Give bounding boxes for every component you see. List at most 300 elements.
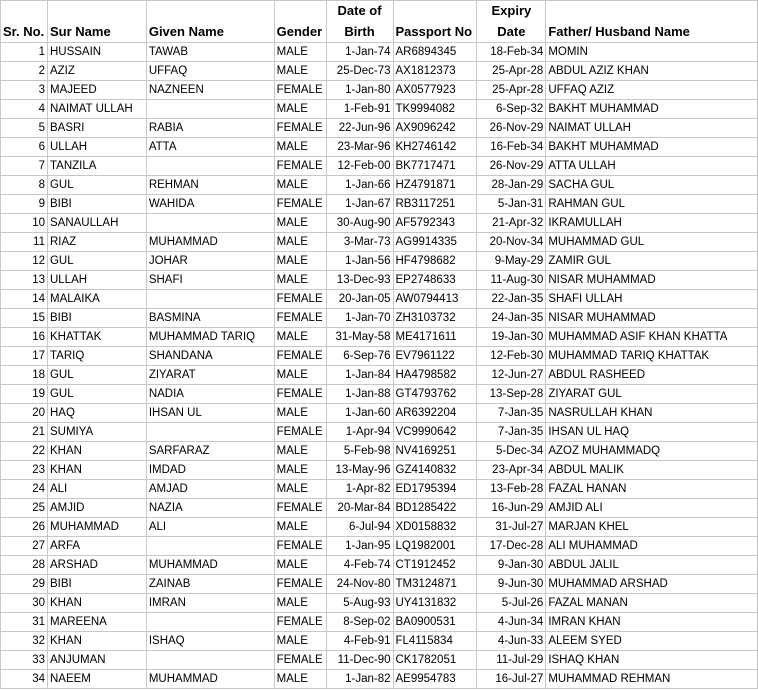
cell-sr-no[interactable]: 28 [1, 556, 48, 575]
cell-passport-no[interactable]: BA0900531 [393, 613, 477, 632]
cell-dob[interactable]: 20-Jan-05 [326, 290, 393, 309]
cell-dob[interactable]: 3-Mar-73 [326, 233, 393, 252]
cell-father-husband[interactable]: MARJAN KHEL [546, 518, 758, 537]
cell-dob[interactable]: 11-Dec-90 [326, 651, 393, 670]
table-row [1, 81, 758, 100]
cell-expiry-date[interactable]: 26-Nov-29 [477, 119, 546, 138]
cell-sr-no[interactable]: 25 [1, 499, 48, 518]
cell-expiry-date[interactable]: 25-Apr-28 [477, 81, 546, 100]
cell-gender[interactable]: FEMALE [274, 613, 326, 632]
cell-passport-no[interactable]: VC9990642 [393, 423, 477, 442]
cell-dob[interactable]: 5-Feb-98 [326, 442, 393, 461]
cell-sr-no[interactable]: 18 [1, 366, 48, 385]
cell-given-name[interactable]: SHAFI [146, 271, 274, 290]
header-passport-top[interactable] [393, 1, 477, 22]
cell-gender[interactable]: FEMALE [274, 537, 326, 556]
cell-passport-no[interactable]: AF5792343 [393, 214, 477, 233]
cell-sr-no[interactable]: 11 [1, 233, 48, 252]
cell-expiry-date[interactable]: 28-Jan-29 [477, 176, 546, 195]
cell-sur-name[interactable]: KHATTAK [47, 328, 146, 347]
cell-dob[interactable]: 4-Feb-74 [326, 556, 393, 575]
cell-gender[interactable]: FEMALE [274, 499, 326, 518]
cell-passport-no[interactable]: AR6392204 [393, 404, 477, 423]
cell-gender[interactable]: FEMALE [274, 81, 326, 100]
cell-given-name[interactable]: MUHAMMAD TARIQ [146, 328, 274, 347]
cell-father-husband[interactable]: BAKHT MUHAMMAD [546, 100, 758, 119]
cell-expiry-date[interactable]: 7-Jan-35 [477, 404, 546, 423]
cell-given-name[interactable]: WAHIDA [146, 195, 274, 214]
cell-given-name[interactable]: RABIA [146, 119, 274, 138]
cell-given-name[interactable] [146, 651, 274, 670]
cell-gender[interactable]: FEMALE [274, 195, 326, 214]
cell-expiry-date[interactable]: 12-Feb-30 [477, 347, 546, 366]
cell-expiry-date[interactable]: 18-Feb-34 [477, 43, 546, 62]
cell-passport-no[interactable]: AW0794413 [393, 290, 477, 309]
cell-expiry-date[interactable]: 16-Jul-27 [477, 670, 546, 689]
cell-sur-name[interactable]: BASRI [47, 119, 146, 138]
table-row [1, 347, 758, 366]
cell-father-husband[interactable]: ABDUL JALIL [546, 556, 758, 575]
cell-passport-no[interactable]: GZ4140832 [393, 461, 477, 480]
cell-father-husband[interactable]: BAKHT MUHAMMAD [546, 138, 758, 157]
cell-given-name[interactable] [146, 100, 274, 119]
cell-gender[interactable]: MALE [274, 233, 326, 252]
table-row [1, 328, 758, 347]
cell-sur-name[interactable]: KHAN [47, 594, 146, 613]
cell-sur-name[interactable]: MAREENA [47, 613, 146, 632]
cell-father-husband[interactable]: MOMIN [546, 43, 758, 62]
cell-passport-no[interactable]: HZ4791871 [393, 176, 477, 195]
cell-gender[interactable]: MALE [274, 461, 326, 480]
cell-passport-no[interactable]: XD0158832 [393, 518, 477, 537]
cell-gender[interactable]: FEMALE [274, 575, 326, 594]
cell-father-husband[interactable]: MUHAMMAD ARSHAD [546, 575, 758, 594]
cell-gender[interactable]: MALE [274, 176, 326, 195]
cell-expiry-date[interactable]: 7-Jan-35 [477, 423, 546, 442]
table-row [1, 290, 758, 309]
cell-father-husband[interactable]: ISHAQ KHAN [546, 651, 758, 670]
cell-dob[interactable]: 1-Jan-74 [326, 43, 393, 62]
cell-gender[interactable]: MALE [274, 594, 326, 613]
cell-sr-no[interactable]: 6 [1, 138, 48, 157]
cell-father-husband[interactable]: ALI MUHAMMAD [546, 537, 758, 556]
cell-given-name[interactable] [146, 290, 274, 309]
table-row [1, 43, 758, 62]
cell-sr-no[interactable]: 2 [1, 62, 48, 81]
cell-sur-name[interactable]: GUL [47, 366, 146, 385]
header-father-top[interactable] [546, 1, 758, 22]
cell-dob[interactable]: 1-Jan-56 [326, 252, 393, 271]
cell-dob[interactable]: 1-Jan-67 [326, 195, 393, 214]
cell-expiry-date[interactable]: 17-Dec-28 [477, 537, 546, 556]
cell-sr-no[interactable]: 23 [1, 461, 48, 480]
cell-dob[interactable]: 22-Jun-96 [326, 119, 393, 138]
cell-expiry-date[interactable]: 22-Jan-35 [477, 290, 546, 309]
cell-passport-no[interactable]: FL4115834 [393, 632, 477, 651]
cell-given-name[interactable]: ATTA [146, 138, 274, 157]
cell-expiry-date[interactable]: 11-Jul-29 [477, 651, 546, 670]
cell-gender[interactable]: MALE [274, 214, 326, 233]
cell-sr-no[interactable]: 30 [1, 594, 48, 613]
cell-sur-name[interactable]: SUMIYA [47, 423, 146, 442]
cell-passport-no[interactable]: EP2748633 [393, 271, 477, 290]
cell-sr-no[interactable]: 26 [1, 518, 48, 537]
cell-father-husband[interactable]: FAZAL MANAN [546, 594, 758, 613]
cell-passport-no[interactable]: CK1782051 [393, 651, 477, 670]
cell-sur-name[interactable]: ULLAH [47, 138, 146, 157]
cell-dob[interactable]: 1-Feb-91 [326, 100, 393, 119]
cell-gender[interactable]: FEMALE [274, 157, 326, 176]
cell-passport-no[interactable]: ME4171611 [393, 328, 477, 347]
cell-sr-no[interactable]: 21 [1, 423, 48, 442]
cell-gender[interactable]: MALE [274, 518, 326, 537]
header-dob-line1[interactable]: Date of [326, 1, 393, 22]
cell-given-name[interactable]: TAWAB [146, 43, 274, 62]
cell-passport-no[interactable]: AR6894345 [393, 43, 477, 62]
cell-sr-no[interactable]: 33 [1, 651, 48, 670]
cell-given-name[interactable]: ALI [146, 518, 274, 537]
cell-sr-no[interactable]: 9 [1, 195, 48, 214]
cell-sur-name[interactable]: AMJID [47, 499, 146, 518]
cell-given-name[interactable]: MUHAMMAD [146, 670, 274, 689]
cell-given-name[interactable]: NAZNEEN [146, 81, 274, 100]
cell-given-name[interactable] [146, 214, 274, 233]
cell-given-name[interactable]: ZIYARAT [146, 366, 274, 385]
cell-expiry-date[interactable]: 5-Dec-34 [477, 442, 546, 461]
cell-expiry-date[interactable]: 11-Aug-30 [477, 271, 546, 290]
cell-gender[interactable]: FEMALE [274, 651, 326, 670]
cell-dob[interactable]: 6-Sep-76 [326, 347, 393, 366]
cell-sr-no[interactable]: 5 [1, 119, 48, 138]
header-sr-no-top[interactable] [1, 1, 48, 22]
cell-father-husband[interactable]: NISAR MUHAMMAD [546, 271, 758, 290]
cell-sr-no[interactable]: 1 [1, 43, 48, 62]
header-dob-line2[interactable]: Birth [326, 22, 393, 43]
cell-sur-name[interactable]: BIBI [47, 309, 146, 328]
cell-sur-name[interactable]: KHAN [47, 632, 146, 651]
cell-sr-no[interactable]: 14 [1, 290, 48, 309]
cell-passport-no[interactable]: KH2746142 [393, 138, 477, 157]
cell-father-husband[interactable]: SHAFI ULLAH [546, 290, 758, 309]
header-father-husband[interactable]: Father/ Husband Name [546, 22, 758, 43]
cell-sur-name[interactable]: TANZILA [47, 157, 146, 176]
table-row [1, 651, 758, 670]
cell-given-name[interactable]: SHANDANA [146, 347, 274, 366]
cell-dob[interactable]: 1-Jan-95 [326, 537, 393, 556]
cell-gender[interactable]: MALE [274, 442, 326, 461]
cell-dob[interactable]: 1-Jan-82 [326, 670, 393, 689]
cell-dob[interactable]: 6-Jul-94 [326, 518, 393, 537]
cell-sr-no[interactable]: 4 [1, 100, 48, 119]
cell-passport-no[interactable]: AX9096242 [393, 119, 477, 138]
table-row [1, 537, 758, 556]
cell-sr-no[interactable]: 32 [1, 632, 48, 651]
cell-passport-no[interactable]: BD1285422 [393, 499, 477, 518]
cell-gender[interactable]: MALE [274, 404, 326, 423]
cell-given-name[interactable] [146, 613, 274, 632]
cell-gender[interactable]: FEMALE [274, 309, 326, 328]
cell-expiry-date[interactable]: 9-Jun-30 [477, 575, 546, 594]
cell-sr-no[interactable]: 31 [1, 613, 48, 632]
cell-father-husband[interactable]: UFFAQ AZIZ [546, 81, 758, 100]
header-sur-name-top[interactable] [47, 1, 146, 22]
cell-expiry-date[interactable]: 5-Jul-26 [477, 594, 546, 613]
cell-father-husband[interactable]: ABDUL AZIZ KHAN [546, 62, 758, 81]
cell-dob[interactable]: 8-Sep-02 [326, 613, 393, 632]
cell-sr-no[interactable]: 7 [1, 157, 48, 176]
cell-gender[interactable]: FEMALE [274, 347, 326, 366]
header-given-name-top[interactable] [146, 1, 274, 22]
cell-gender[interactable]: FEMALE [274, 385, 326, 404]
cell-dob[interactable]: 5-Aug-93 [326, 594, 393, 613]
cell-sr-no[interactable]: 27 [1, 537, 48, 556]
cell-sur-name[interactable]: ARSHAD [47, 556, 146, 575]
cell-father-husband[interactable]: SACHA GUL [546, 176, 758, 195]
cell-sur-name[interactable]: MAJEED [47, 81, 146, 100]
cell-father-husband[interactable]: ZAMIR GUL [546, 252, 758, 271]
cell-passport-no[interactable]: TM3124871 [393, 575, 477, 594]
cell-passport-no[interactable]: HA4798582 [393, 366, 477, 385]
cell-passport-no[interactable]: AE9954783 [393, 670, 477, 689]
cell-expiry-date[interactable]: 5-Jan-31 [477, 195, 546, 214]
header-gender-top[interactable] [274, 1, 326, 22]
cell-expiry-date[interactable]: 13-Feb-28 [477, 480, 546, 499]
cell-given-name[interactable]: IMRAN [146, 594, 274, 613]
cell-gender[interactable]: MALE [274, 100, 326, 119]
cell-given-name[interactable] [146, 423, 274, 442]
cell-sr-no[interactable]: 34 [1, 670, 48, 689]
table-row [1, 461, 758, 480]
cell-father-husband[interactable]: AZOZ MUHAMMADQ [546, 442, 758, 461]
header-expiry-line1[interactable]: Expiry [477, 1, 546, 22]
cell-father-husband[interactable]: ABDUL RASHEED [546, 366, 758, 385]
cell-sur-name[interactable]: ALI [47, 480, 146, 499]
cell-sr-no[interactable]: 22 [1, 442, 48, 461]
cell-passport-no[interactable]: NV4169251 [393, 442, 477, 461]
cell-given-name[interactable]: SARFARAZ [146, 442, 274, 461]
cell-expiry-date[interactable]: 4-Jun-33 [477, 632, 546, 651]
cell-passport-no[interactable]: BK7717471 [393, 157, 477, 176]
cell-sr-no[interactable]: 17 [1, 347, 48, 366]
cell-dob[interactable]: 1-Jan-88 [326, 385, 393, 404]
cell-sur-name[interactable]: RIAZ [47, 233, 146, 252]
cell-sr-no[interactable]: 24 [1, 480, 48, 499]
cell-passport-no[interactable]: TK9994082 [393, 100, 477, 119]
cell-passport-no[interactable]: ZH3103732 [393, 309, 477, 328]
cell-gender[interactable]: MALE [274, 670, 326, 689]
cell-sur-name[interactable]: TARIQ [47, 347, 146, 366]
cell-passport-no[interactable]: AX1812373 [393, 62, 477, 81]
cell-gender[interactable]: MALE [274, 366, 326, 385]
cell-sur-name[interactable]: AZIZ [47, 62, 146, 81]
cell-sur-name[interactable]: MALAIKA [47, 290, 146, 309]
cell-father-husband[interactable]: MUHAMMAD REHMAN [546, 670, 758, 689]
cell-passport-no[interactable]: EV7961122 [393, 347, 477, 366]
cell-gender[interactable]: FEMALE [274, 290, 326, 309]
cell-given-name[interactable]: IMDAD [146, 461, 274, 480]
cell-gender[interactable]: MALE [274, 556, 326, 575]
cell-passport-no[interactable]: AG9914335 [393, 233, 477, 252]
cell-sur-name[interactable]: MUHAMMAD [47, 518, 146, 537]
header-gender[interactable]: Gender [274, 22, 326, 43]
cell-father-husband[interactable]: NAIMAT ULLAH [546, 119, 758, 138]
cell-given-name[interactable]: NADIA [146, 385, 274, 404]
cell-father-husband[interactable]: AMJID ALI [546, 499, 758, 518]
cell-sr-no[interactable]: 16 [1, 328, 48, 347]
cell-gender[interactable]: MALE [274, 271, 326, 290]
cell-father-husband[interactable]: RAHMAN GUL [546, 195, 758, 214]
cell-sr-no[interactable]: 15 [1, 309, 48, 328]
cell-gender[interactable]: MALE [274, 138, 326, 157]
header-sur-name[interactable]: Sur Name [47, 22, 146, 43]
cell-given-name[interactable]: AMJAD [146, 480, 274, 499]
cell-gender[interactable]: MALE [274, 43, 326, 62]
cell-sur-name[interactable]: GUL [47, 176, 146, 195]
cell-sur-name[interactable]: KHAN [47, 442, 146, 461]
header-passport-no[interactable]: Passport No [393, 22, 477, 43]
cell-dob[interactable]: 1-Jan-70 [326, 309, 393, 328]
cell-father-husband[interactable]: ABDUL MALIK [546, 461, 758, 480]
header-expiry-line2[interactable]: Date [477, 22, 546, 43]
cell-passport-no[interactable]: AX0577923 [393, 81, 477, 100]
header-row-bottom [1, 22, 758, 43]
cell-dob[interactable]: 1-Apr-94 [326, 423, 393, 442]
cell-dob[interactable]: 13-Dec-93 [326, 271, 393, 290]
cell-expiry-date[interactable]: 12-Jun-27 [477, 366, 546, 385]
cell-expiry-date[interactable]: 9-May-29 [477, 252, 546, 271]
cell-father-husband[interactable]: MUHAMMAD GUL [546, 233, 758, 252]
cell-expiry-date[interactable]: 23-Apr-34 [477, 461, 546, 480]
header-given-name[interactable]: Given Name [146, 22, 274, 43]
cell-dob[interactable]: 24-Nov-80 [326, 575, 393, 594]
cell-given-name[interactable]: NAZIA [146, 499, 274, 518]
cell-given-name[interactable]: UFFAQ [146, 62, 274, 81]
cell-dob[interactable]: 1-Jan-80 [326, 81, 393, 100]
cell-sur-name[interactable]: BIBI [47, 575, 146, 594]
cell-expiry-date[interactable]: 4-Jun-34 [477, 613, 546, 632]
cell-given-name[interactable]: BASMINA [146, 309, 274, 328]
cell-dob[interactable]: 1-Jan-84 [326, 366, 393, 385]
cell-given-name[interactable]: MUHAMMAD [146, 233, 274, 252]
cell-expiry-date[interactable]: 19-Jan-30 [477, 328, 546, 347]
cell-dob[interactable]: 31-May-58 [326, 328, 393, 347]
cell-sr-no[interactable]: 10 [1, 214, 48, 233]
cell-gender[interactable]: MALE [274, 328, 326, 347]
cell-father-husband[interactable]: IMRAN KHAN [546, 613, 758, 632]
cell-sur-name[interactable]: SANAULLAH [47, 214, 146, 233]
table-row [1, 233, 758, 252]
cell-sur-name[interactable]: ULLAH [47, 271, 146, 290]
cell-father-husband[interactable]: NASRULLAH KHAN [546, 404, 758, 423]
cell-expiry-date[interactable]: 24-Jan-35 [477, 309, 546, 328]
cell-passport-no[interactable]: LQ1982001 [393, 537, 477, 556]
cell-expiry-date[interactable]: 16-Jun-29 [477, 499, 546, 518]
cell-sur-name[interactable]: KHAN [47, 461, 146, 480]
cell-father-husband[interactable]: IKRAMULLAH [546, 214, 758, 233]
cell-gender[interactable]: MALE [274, 62, 326, 81]
cell-sur-name[interactable]: HUSSAIN [47, 43, 146, 62]
cell-expiry-date[interactable]: 31-Jul-27 [477, 518, 546, 537]
cell-sr-no[interactable]: 12 [1, 252, 48, 271]
cell-gender[interactable]: MALE [274, 252, 326, 271]
cell-father-husband[interactable]: MUHAMMAD ASIF KHAN KHATTA [546, 328, 758, 347]
cell-father-husband[interactable]: FAZAL HANAN [546, 480, 758, 499]
cell-sur-name[interactable]: NAEEM [47, 670, 146, 689]
cell-given-name[interactable]: IHSAN UL [146, 404, 274, 423]
cell-given-name[interactable]: JOHAR [146, 252, 274, 271]
cell-father-husband[interactable]: ZIYARAT GUL [546, 385, 758, 404]
cell-given-name[interactable]: MUHAMMAD [146, 556, 274, 575]
cell-expiry-date[interactable]: 9-Jan-30 [477, 556, 546, 575]
cell-expiry-date[interactable]: 25-Apr-28 [477, 62, 546, 81]
cell-dob[interactable]: 12-Feb-00 [326, 157, 393, 176]
cell-dob[interactable]: 23-Mar-96 [326, 138, 393, 157]
cell-sur-name[interactable]: ANJUMAN [47, 651, 146, 670]
cell-dob[interactable]: 25-Dec-73 [326, 62, 393, 81]
cell-given-name[interactable]: REHMAN [146, 176, 274, 195]
cell-dob[interactable]: 13-May-96 [326, 461, 393, 480]
cell-father-husband[interactable]: NISAR MUHAMMAD [546, 309, 758, 328]
cell-sur-name[interactable]: GUL [47, 385, 146, 404]
cell-sur-name[interactable]: BIBI [47, 195, 146, 214]
cell-expiry-date[interactable]: 21-Apr-32 [477, 214, 546, 233]
cell-father-husband[interactable]: ALEEM SYED [546, 632, 758, 651]
cell-passport-no[interactable]: UY4131832 [393, 594, 477, 613]
cell-sr-no[interactable]: 20 [1, 404, 48, 423]
cell-expiry-date[interactable]: 13-Sep-28 [477, 385, 546, 404]
cell-passport-no[interactable]: CT1912452 [393, 556, 477, 575]
cell-dob[interactable]: 20-Mar-84 [326, 499, 393, 518]
cell-passport-no[interactable]: HF4798682 [393, 252, 477, 271]
cell-expiry-date[interactable]: 20-Nov-34 [477, 233, 546, 252]
cell-father-husband[interactable]: MUHAMMAD TARIQ KHATTAK [546, 347, 758, 366]
cell-sr-no[interactable]: 13 [1, 271, 48, 290]
cell-dob[interactable]: 1-Jan-60 [326, 404, 393, 423]
cell-given-name[interactable] [146, 537, 274, 556]
cell-gender[interactable]: MALE [274, 480, 326, 499]
cell-passport-no[interactable]: GT4793762 [393, 385, 477, 404]
cell-sr-no[interactable]: 8 [1, 176, 48, 195]
cell-father-husband[interactable]: IHSAN UL HAQ [546, 423, 758, 442]
cell-gender[interactable]: MALE [274, 632, 326, 651]
table-row [1, 632, 758, 651]
cell-sr-no[interactable]: 29 [1, 575, 48, 594]
cell-dob[interactable]: 30-Aug-90 [326, 214, 393, 233]
cell-given-name[interactable]: ISHAQ [146, 632, 274, 651]
cell-sur-name[interactable]: NAIMAT ULLAH [47, 100, 146, 119]
cell-given-name[interactable] [146, 157, 274, 176]
cell-sur-name[interactable]: GUL [47, 252, 146, 271]
cell-father-husband[interactable]: ATTA ULLAH [546, 157, 758, 176]
cell-given-name[interactable]: ZAINAB [146, 575, 274, 594]
cell-passport-no[interactable]: RB3117251 [393, 195, 477, 214]
cell-expiry-date[interactable]: 26-Nov-29 [477, 157, 546, 176]
cell-gender[interactable]: FEMALE [274, 423, 326, 442]
cell-dob[interactable]: 4-Feb-91 [326, 632, 393, 651]
cell-sr-no[interactable]: 3 [1, 81, 48, 100]
cell-expiry-date[interactable]: 6-Sep-32 [477, 100, 546, 119]
table-row [1, 613, 758, 632]
cell-dob[interactable]: 1-Apr-82 [326, 480, 393, 499]
cell-sur-name[interactable]: HAQ [47, 404, 146, 423]
cell-expiry-date[interactable]: 16-Feb-34 [477, 138, 546, 157]
cell-passport-no[interactable]: ED1795394 [393, 480, 477, 499]
header-sr-no[interactable]: Sr. No. [1, 22, 48, 43]
cell-dob[interactable]: 1-Jan-66 [326, 176, 393, 195]
cell-sur-name[interactable]: ARFA [47, 537, 146, 556]
cell-gender[interactable]: FEMALE [274, 119, 326, 138]
cell-sr-no[interactable]: 19 [1, 385, 48, 404]
